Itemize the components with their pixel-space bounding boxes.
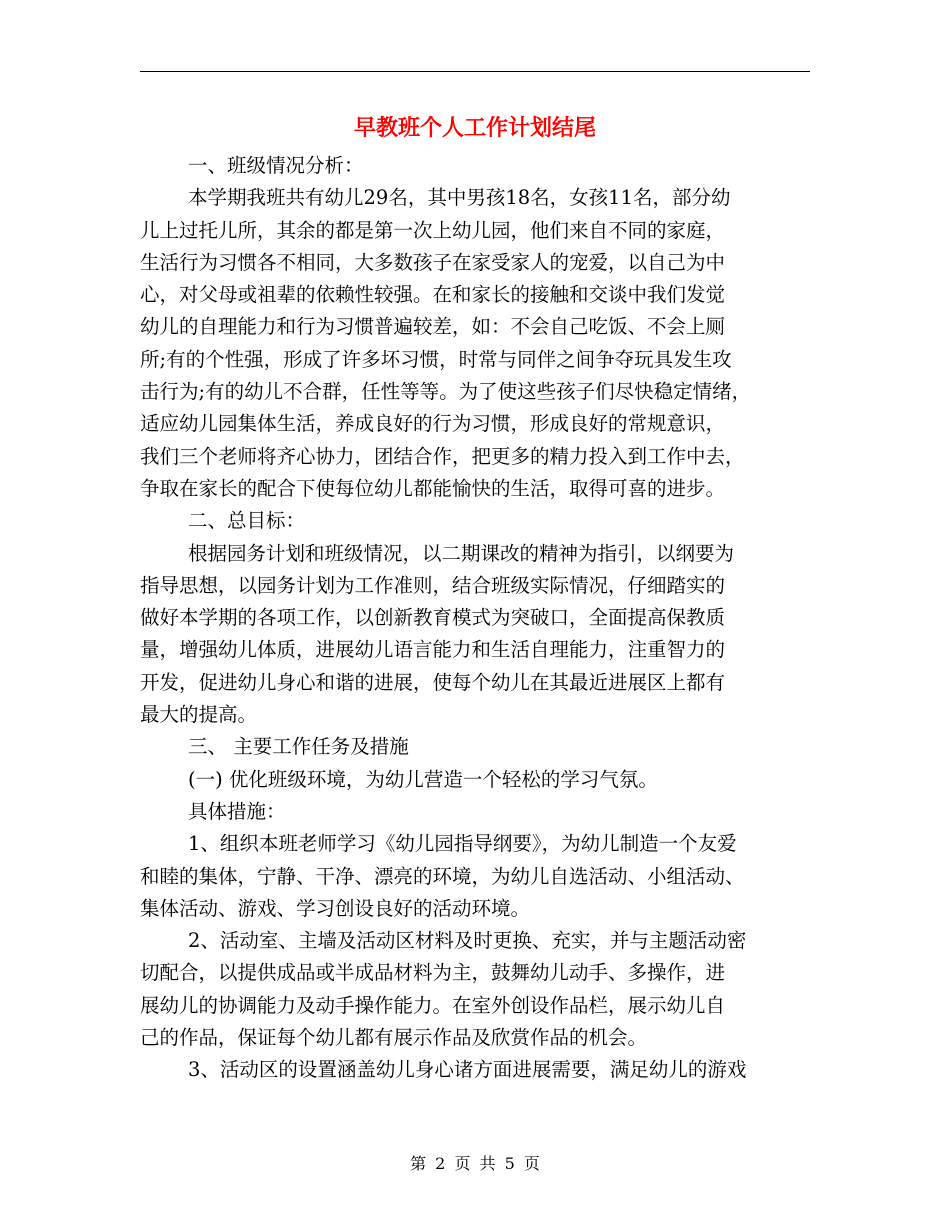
text-line: 二、总目标：: [188, 509, 306, 533]
text-line: 己的作品，保证每个幼儿都有展示作品及欣赏作品的机会。: [140, 1026, 648, 1050]
text-line: 根据园务计划和班级情况，以二期课改的精神为指引，以纲要为: [188, 541, 735, 565]
text-line: (一) 优化班级环境，为幼儿营造一个轻松的学习气氛。: [188, 767, 658, 791]
text-line: 儿上过托儿所，其余的都是第一次上幼儿园，他们来自不同的家庭，: [140, 218, 726, 242]
text-line: 做好本学期的各项工作，以创新教育模式为突破口，全面提高保教质: [140, 606, 726, 630]
text-line: 2、活动室、主墙及活动区材料及时更换、充实，并与主题活动密: [188, 929, 747, 953]
text-line: 集体活动、游戏、学习创设良好的活动环境。: [140, 896, 531, 920]
text-line: 适应幼儿园集体生活，养成良好的行为习惯，形成良好的常规意识，: [140, 412, 726, 436]
text-line: 本学期我班共有幼儿29名，其中男孩18名，女孩11名，部分幼: [188, 186, 731, 210]
text-line: 具体措施：: [188, 799, 286, 823]
text-line: 和睦的集体，宁静、干净、漂亮的环境，为幼儿自选活动、小组活动、: [140, 864, 745, 888]
text-line: 心，对父母或祖辈的依赖性较强。在和家长的接触和交谈中我们发觉: [140, 283, 726, 307]
text-line: 所;有的个性强，形成了许多坏习惯，时常与同伴之间争夺玩具发生攻: [140, 347, 732, 371]
text-line: 指导思想，以园务计划为工作准则，结合班级实际情况，仔细踏实的: [140, 573, 726, 597]
text-line: 展幼儿的协调能力及动手操作能力。在室外创设作品栏，展示幼儿自: [140, 993, 726, 1017]
text-line: 我们三个老师将齐心协力，团结合作，把更多的精力投入到工作中去，: [140, 444, 745, 468]
page-footer: 第 2 页 共 5 页: [410, 1154, 540, 1173]
document-title: 早教班个人工作计划结尾: [353, 115, 596, 141]
text-line: 3、活动区的设置涵盖幼儿身心诸方面进展需要，满足幼儿的游戏: [188, 1058, 747, 1082]
text-line: 切配合，以提供成品或半成品材料为主，鼓舞幼儿动手、多操作，进: [140, 961, 726, 985]
text-line: 争取在家长的配合下使每位幼儿都能愉快的生活，取得可喜的进步。: [140, 476, 726, 500]
text-line: 最大的提高。: [140, 703, 258, 727]
text-line: 击行为;有的幼儿不合群，任性等等。为了使这些孩子们尽快稳定情绪，: [140, 380, 752, 404]
text-line: 幼儿的自理能力和行为习惯普遍较差，如：不会自己吃饭、不会上厕: [140, 315, 726, 339]
text-line: 量，增强幼儿体质，进展幼儿语言能力和生活自理能力，注重智力的: [140, 638, 726, 662]
header-rule: [140, 71, 810, 72]
text-line: 三、 主要工作任务及措施: [188, 735, 409, 759]
text-line: 生活行为习惯各不相同，大多数孩子在家受家人的宠爱，以自己为中: [140, 250, 726, 274]
document-body: [140, 150, 812, 1087]
text-line: 1、组织本班老师学习《幼儿园指导纲要》，为幼儿制造一个友爱: [188, 832, 737, 856]
text-line: 一、班级情况分析：: [188, 154, 364, 177]
text-line: 开发，促进幼儿身心和谐的进展，使每个幼儿在其最近进展区上都有: [140, 670, 726, 694]
